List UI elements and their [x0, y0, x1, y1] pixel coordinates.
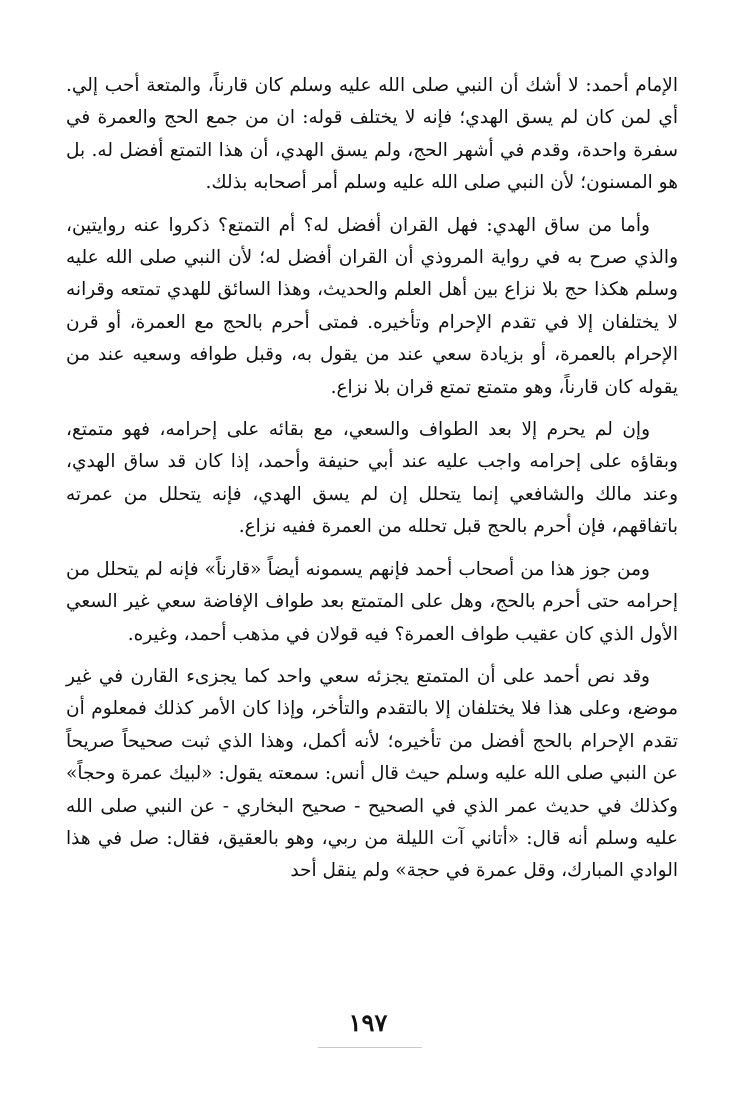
paragraph-3: وإن لم يحرم إلا بعد الطواف والسعي، مع بقائه على إحرامه، فهو متمتع، وبقاؤه على إحرامه واجب عليه عند أبي حنيفة وأحمد، إذا كان قد ساق الهدي، وعند مالك والشافعي إنما يتحلل إن لم يسق الهدي، فإنه يتحلل من عمرته باتفاقهم، فإن أحرم بالحج قبل تحلله من العمرة ففيه نزاع. [66, 419, 678, 538]
paragraph-2: وأما من ساق الهدي: فهل القران أفضل له؟ أم التمتع؟ ذكروا عنه روايتين، والذي صرح به في رواية المروذي أن القران أفضل له؛ لأن النبي صلى الله عليه وسلم هكذا حج بلا نزاع بين أهل العلم والحديث، وهذا السائق للهدي تمتعه وقرانه لا يختلفان إلا في تقدم الإحرام وتأخيره. فمتى أحرم بالحج مع العمرة، أو قرن الإحرام بالعمرة، أو بزيادة سعي عند من يقول به، وقبل طوافه وسعيه عند من يقوله كان قارناً، وهو متمتع تمتع قران بلا نزاع. [66, 214, 678, 398]
paragraph-5: وقد نص أحمد على أن المتمتع يجزئه سعي واحد كما يجزىء القارن في غير موضع، وعلى هذا فلا يختلفان إلا بالتقدم والتأخر، وإذا كان الأمر كذلك فمعلوم أن تقدم الإحرام بالحج أفضل من تأخيره؛ لأنه أكمل، وهذا الذي ثبت صحيحاً صريحاً عن النبي صلى الله عليه وسلم حيث قال أنس: سمعته يقول: «لبيك عمرة وحجاً» وكذلك في حديث عمر الذي في الصحيح - صحيح البخاري - عن النبي صلى الله عليه وسلم أنه قال: «أتاني آت الليلة من ربي، وهو بالعقيق، فقال: صل في هذا الوادي المبارك، وقل عمرة في حجة» ولم ينقل أحد [66, 665, 678, 882]
footer-divider [318, 1047, 422, 1048]
page-number: ١٩٧ [348, 1008, 388, 1037]
paragraph-4: ومن جوز هذا من أصحاب أحمد فإنهم يسمونه أيضاً «قارناً» فإنه لم يتحلل من إحرامه حتى أحرم بالحج، وهل على المتمتع بعد طواف الإفاضة سعي غير السعي الأول الذي كان عقيب طواف العمرة؟ فيه قولان في مذهب أحمد، وغيره. [66, 558, 678, 645]
main-text [66, 70, 678, 898]
paragraph-1: الإمام أحمد: لا أشك أن النبي صلى الله عليه وسلم كان قارناً، والمتعة أحب إلي. أي لمن كان لم يسق الهدي؛ فإنه لا يختلف قوله: ان من جمع الحج والعمرة في سفرة واحدة، وقدم في أشهر الحج، ولم يسق الهدي، أن هذا التمتع أفضل له. بل هو المسنون؛ لأن النبي صلى الله عليه وسلم أمر أصحابه بذلك. [66, 75, 678, 194]
